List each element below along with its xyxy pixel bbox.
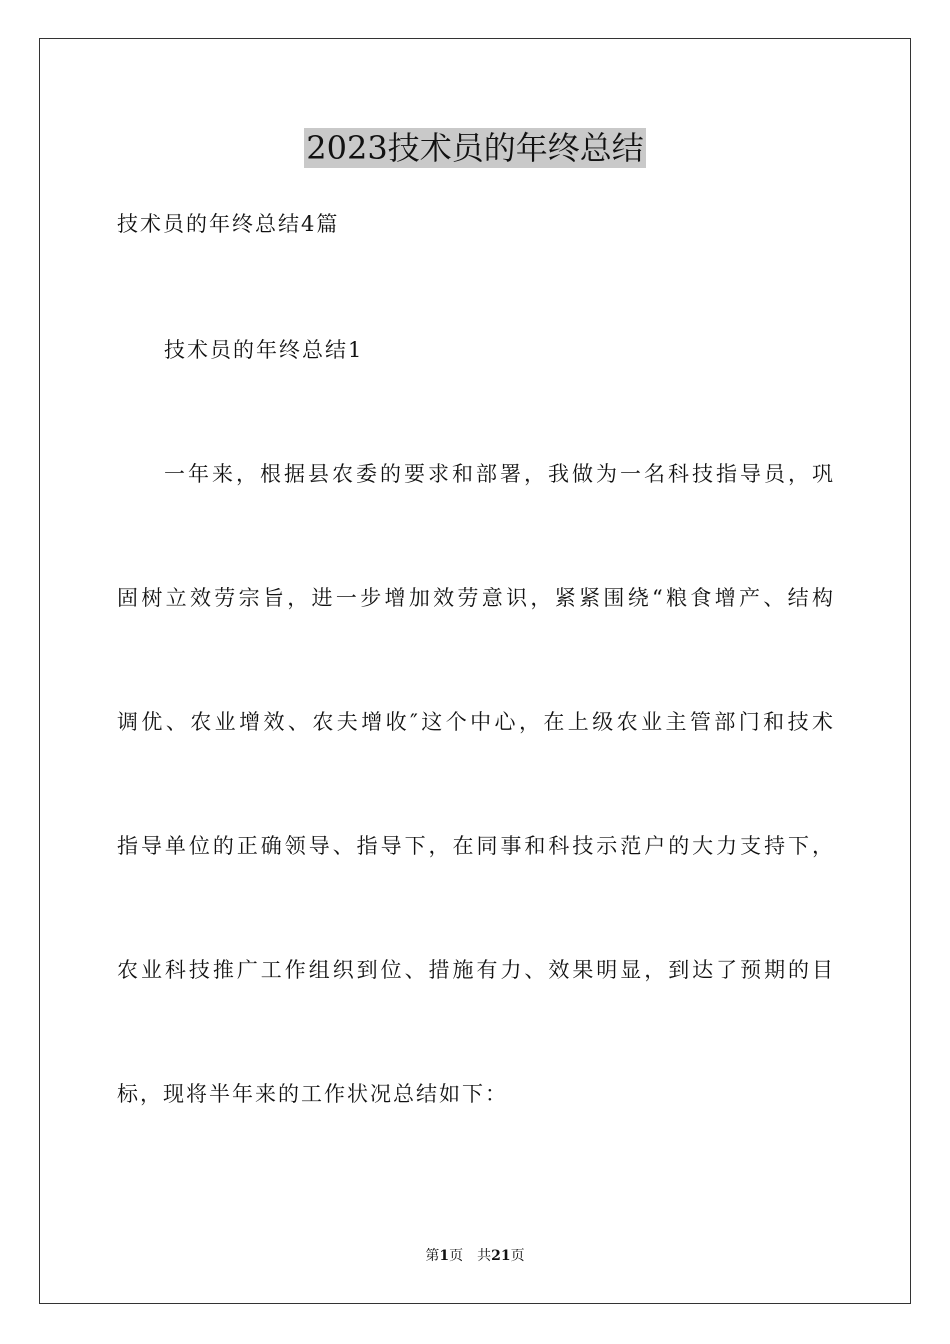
paragraph-line: 农业科技推广工作组织到位、措施有力、效果明显，到达了预期的目 (117, 958, 833, 982)
page-prefix: 第 (425, 1248, 440, 1264)
total-prefix: 共 (477, 1248, 492, 1264)
title-container (0, 128, 950, 168)
paragraph-line: 调优、农业增效、农夫增收″这个中心，在上级农业主管部门和技术 (117, 710, 833, 734)
section-heading: 技术员的年终总结1 (164, 338, 364, 362)
paragraph-line: 指导单位的正确领导、指导下，在同事和科技示范户的大力支持下， (117, 834, 833, 858)
paragraph-line: 固树立效劳宗旨，进一步增加效劳意识，紧紧围绕“粮食增产、结构 (117, 586, 833, 610)
document-title: 2023技术员的年终总结 (306, 129, 644, 167)
paragraph-line: 标，现将半年来的工作状况总结如下： (117, 1082, 508, 1106)
document-subtitle: 技术员的年终总结4篇 (117, 212, 340, 236)
paragraph-line: 一年来，根据县农委的要求和部署，我做为一名科技指导员，巩 (164, 462, 833, 486)
total-pages-number: 21 (491, 1248, 511, 1264)
total-suffix: 页 (510, 1248, 525, 1264)
current-page-number: 1 (439, 1248, 450, 1264)
page-footer (0, 1247, 950, 1265)
page-suffix: 页 (449, 1248, 464, 1264)
